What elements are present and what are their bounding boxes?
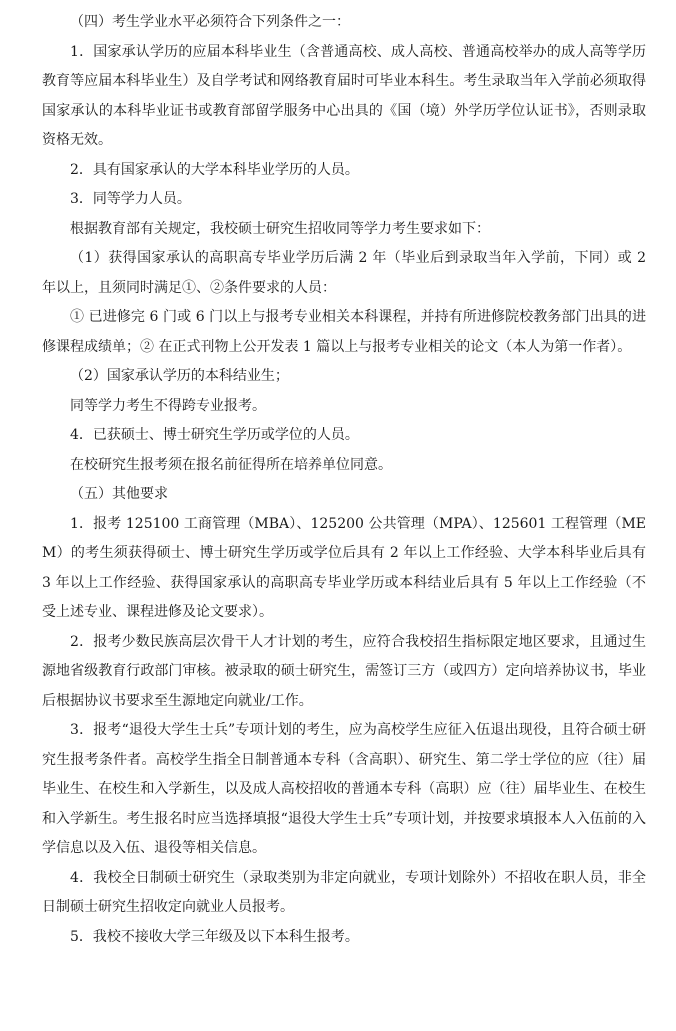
other-req-1: 1．报考 125100 工商管理（MBA）、125200 公共管理（MPA）、125601 工程管理（MEM）的考生须获得硕士、博士研究生学历或学位后具有 2 年以上工作经验、大学本科毕业后具有 3 年以上工作经验、获得国家承认的高职高专毕业学历或本科结业后具有 5 年以上工作经验（不受上述专业、课程进修及论文要求）。	[42, 515, 646, 620]
equivalent-req-2: （2）国家承认学历的本科结业生；	[70, 368, 289, 384]
section-heading-five: （五）其他要求	[70, 486, 168, 502]
equivalent-req-1: （1）获得国家承认的高职高专毕业学历后满 2 年（毕业后到录取当年入学前，下同）或 2 年以上，且须同时满足①、②条件要求的人员：	[42, 250, 646, 296]
other-req-4: 4．我校全日制硕士研究生（录取类别为非定向就业，专项计划除外）不招收在职人员，非全日制硕士研究生招收定向就业人员报考。	[42, 869, 646, 915]
section-heading-four: （四）考生学业水平必须符合下列条件之一：	[70, 14, 350, 30]
condition-item-4: 4．已获硕士、博士研究生学历或学位的人员。	[70, 427, 359, 443]
equivalent-note: 同等学力考生不得跨专业报考。	[70, 397, 266, 414]
condition-item-1: 1．国家承认学历的应届本科毕业生（含普通高校、成人高校、普通高校举办的成人高等学历教育等应届本科毕业生）及自学考试和网络教育届时可毕业本科生。考生录取当年入学前必须取得国家承认的本科毕业证书或教育部留学服务中心出具的《国（境）外学历学位认证书》，否则录取资格无效。	[42, 43, 646, 148]
other-req-3: 3．报考“退役大学生士兵”专项计划的考生，应为高校学生应征入伍退出现役，且符合硕士研究生报考条件者。高校学生指全日制普通本专科（含高职）、研究生、第二学士学位的应（往）届毕业生、在校生和入学新生，以及成人高校招收的普通本专科（高职）应（往）届毕业生、在校生和入学新生。考生报名时应当选择填报“退役大学生士兵”专项计划，并按要求填报本人入伍前的入学信息以及入伍、退役等相关信息。	[42, 722, 646, 856]
condition-item-2: 2．具有国家承认的大学本科毕业学历的人员。	[70, 161, 359, 178]
other-req-2: 2．报考少数民族高层次骨干人才计划的考生，应符合我校招生指标限定地区要求，且通过生源地省级教育行政部门审核。被录取的硕士研究生，需签订三方（或四方）定向培养协议书，毕业后根据协议书要求至生源地定向就业/工作。	[42, 633, 646, 709]
equivalent-intro: 根据教育部有关规定，我校硕士研究生招收同等学力考生要求如下：	[70, 220, 490, 237]
equivalent-req-1-detail: ① 已进修完 6 门或 6 门以上与报考专业相关本科课程，并持有所进修院校教务部门出具的进修课程成绩单；② 在正式刊物上公开发表 1 篇以上与报考专业相关的论文（本人为第一作者）。	[42, 309, 646, 355]
enrolled-student-note: 在校研究生报考须在报名前征得所在培养单位同意。	[70, 456, 392, 473]
condition-item-3: 3．同等学力人员。	[70, 191, 191, 207]
other-req-5: 5．我校不接收大学三年级及以下本科生报考。	[70, 928, 359, 945]
